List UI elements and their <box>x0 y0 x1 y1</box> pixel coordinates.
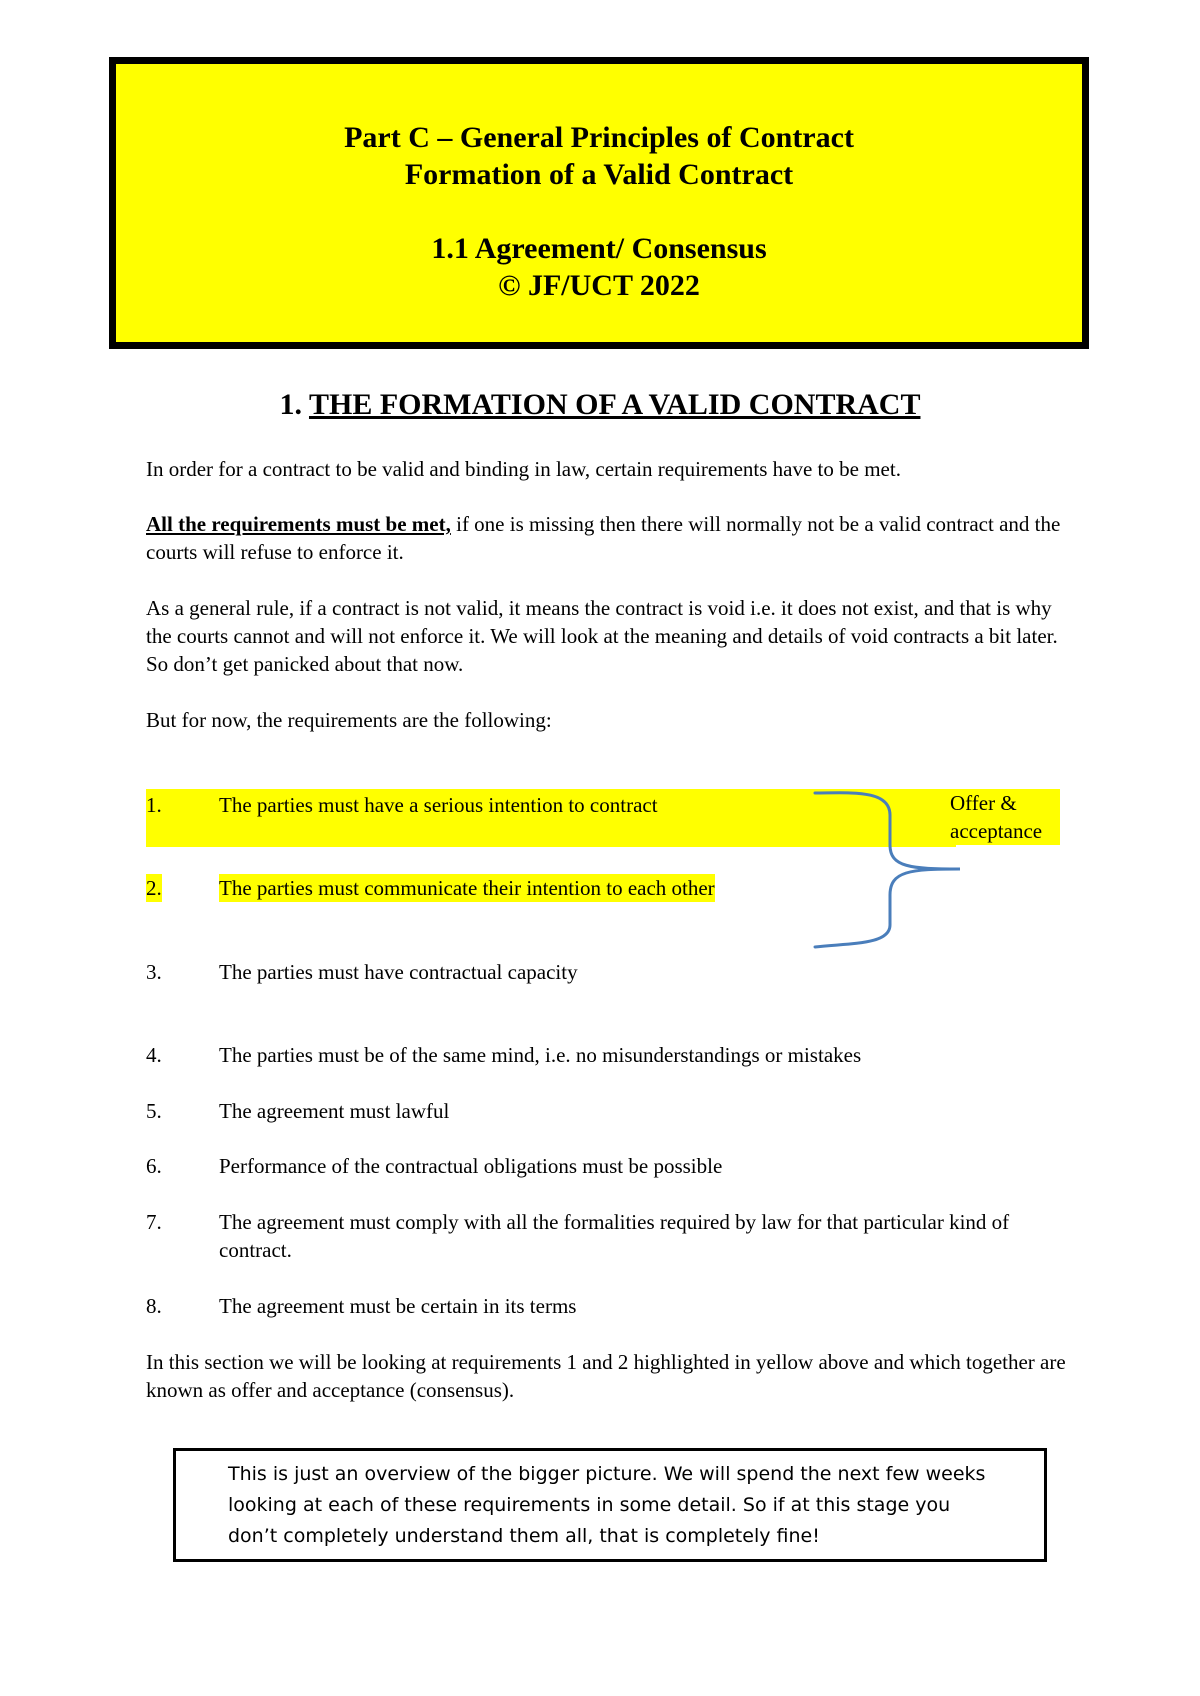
note-text: This is just an overview of the bigger picture. We will spend the next few weeks looking at each of these requirements in some detail. So if at this stage you don’t completely understand them all, that is completely fine! <box>228 1463 986 1547</box>
requirement-text: The parties must communicate their intention to each other <box>219 876 715 900</box>
note-box <box>173 1448 1047 1562</box>
title-line-1: Part C – General Principles of Contract <box>344 121 854 154</box>
requirement-text: The parties must have a serious intention to contract <box>219 793 658 817</box>
paragraph-1: In order for a contract to be valid and binding in law, certain requirements have to be met. <box>146 457 901 481</box>
curly-brace-icon <box>810 785 970 955</box>
title-line-3: 1.1 Agreement/ Consensus <box>431 232 767 265</box>
requirement-number: 3. <box>146 960 162 984</box>
section-heading-text: THE FORMATION OF A VALID CONTRACT <box>308 388 921 421</box>
paragraph-3: As a general rule, if a contract is not valid, it means the contract is void i.e. it does not exist, and that is why the courts cannot and will not enforce it. We will look at the meaning and details of void contracts a bit later. So don’t get panicked about that now. <box>146 596 1058 676</box>
section-heading <box>0 388 1200 422</box>
paragraph-4: But for now, the requirements are the following: <box>146 708 552 732</box>
requirement-number: 4. <box>146 1043 162 1067</box>
requirement-number: 7. <box>146 1210 162 1234</box>
requirement-number: 1. <box>146 793 162 817</box>
section-number: 1. <box>279 388 303 421</box>
title-box <box>109 57 1089 349</box>
paragraph-2-rest: if one is missing then there will normally not be a valid contract and the courts will refuse to enforce it. <box>146 512 1061 564</box>
requirement-number: 2. <box>146 876 162 900</box>
title-line-4: © JF/UCT 2022 <box>498 269 700 302</box>
requirement-text: The agreement must lawful <box>219 1099 450 1123</box>
requirement-number: 5. <box>146 1099 162 1123</box>
requirement-text: The agreement must be certain in its terms <box>219 1294 577 1318</box>
brace-label: Offer & acceptance <box>950 789 1060 845</box>
requirement-text: The agreement must comply with all the formalities required by law for that particular kind of contract. <box>219 1210 1010 1262</box>
paragraph-2-emphasis: All the requirements must be met, <box>146 512 451 536</box>
requirement-number: 8. <box>146 1294 162 1318</box>
requirement-number: 6. <box>146 1154 162 1178</box>
paragraph-5: In this section we will be looking at requirements 1 and 2 highlighted in yellow above and which together are known as offer and acceptance (consensus). <box>146 1350 1066 1402</box>
requirement-text: The parties must have contractual capacity <box>219 960 578 984</box>
requirement-text: Performance of the contractual obligations must be possible <box>219 1154 723 1178</box>
requirement-text: The parties must be of the same mind, i.e. no misunderstandings or mistakes <box>219 1043 862 1067</box>
title-line-2: Formation of a Valid Contract <box>404 158 794 191</box>
paragraph-2 <box>146 510 1066 566</box>
